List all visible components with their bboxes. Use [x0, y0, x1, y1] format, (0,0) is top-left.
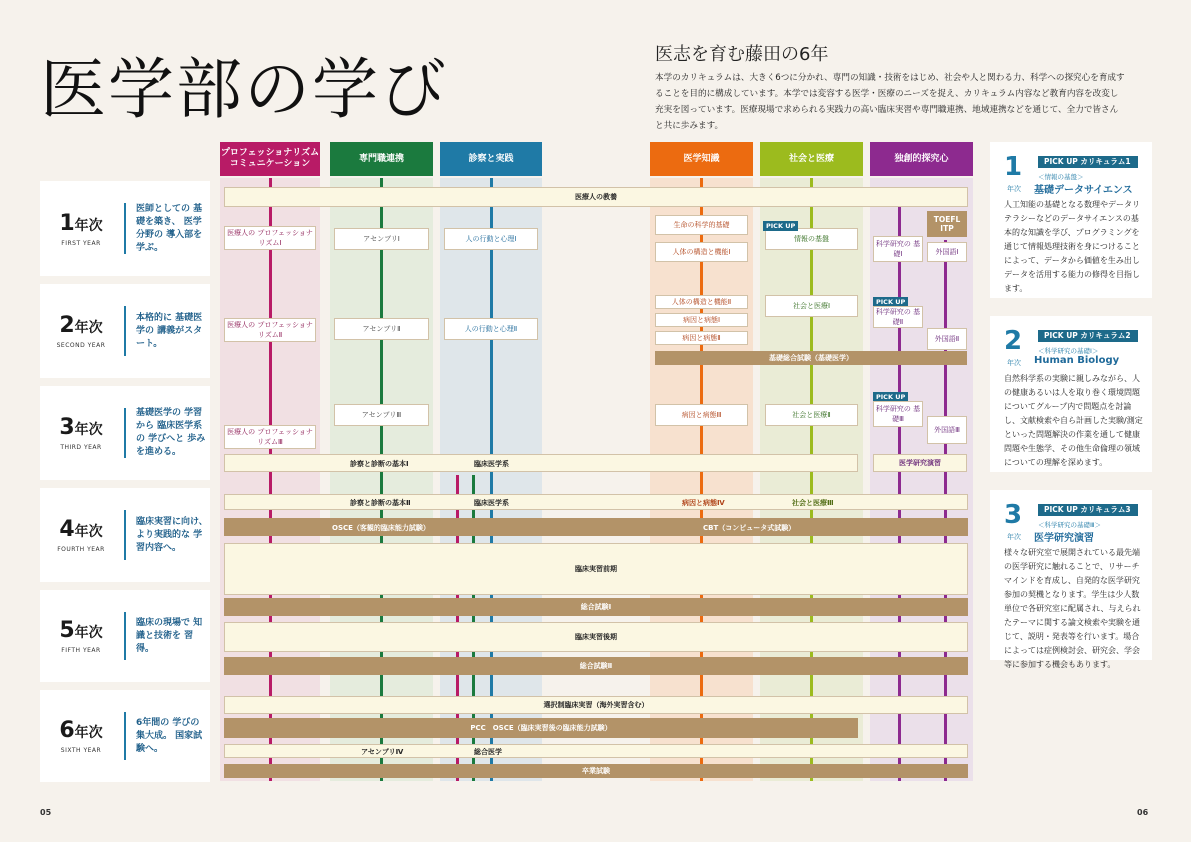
card-tag: PICK UP カリキュラム1 [1038, 156, 1138, 168]
course-language-1: 外国語Ⅰ [927, 242, 967, 262]
card-title: 基礎データサイエンス [1034, 185, 1133, 196]
pickup-badge-2: PICK UP [873, 297, 908, 307]
column-header-research: 独創的探究心 [870, 142, 973, 176]
column-header-medical-knowledge: 医学知識 [650, 142, 753, 176]
page-number-left: 05 [40, 808, 52, 817]
intro-text: 本学のカリキュラムは、大きく6つに分かれ、専門の知識・技術をはじめ、社会や人と関わる力、科学への探究心を育成することを目的に構成しています。本学では変容する医学・医療のニーズを捉え、カリキュラム内容など教育内容を改変し充実を図っています。医療現場で求められる実践力の高い臨床実習や専門職連携、地域連携などを通じて、全力で皆さんと共に歩みます。 [655, 73, 1125, 131]
course-science-research-1: 科学研究の 基礎Ⅰ [873, 236, 923, 262]
course-science-research-2: 科学研究の 基礎Ⅱ [873, 306, 923, 328]
track-line-interprofessional [380, 178, 383, 781]
course-language-3: 外国語Ⅲ [927, 416, 967, 444]
page-title: 医学部の学び [40, 51, 448, 128]
course-clinical-clerkship-late: 臨床実習後期 [224, 622, 968, 652]
track-line-society-medicine [810, 178, 813, 781]
year-row-4: 4年次 FOURTH YEAR 臨床実習に向け、 より実践的な 学習内容へ。 [40, 488, 210, 582]
course-clinical-medicine-1: 臨床医学系 [474, 460, 509, 468]
course-year4-row [224, 494, 968, 510]
column-band-6 [870, 178, 973, 781]
year-row-1: 1年次 FIRST YEAR 医師としての 基礎を築き、 医学分野の 導入部を学ぶ。 [40, 181, 210, 276]
course-year6-row [224, 744, 968, 758]
exam-comprehensive-1: 総合試験Ⅰ [224, 598, 968, 616]
course-pathology-4: 病因と病態Ⅳ [682, 499, 725, 507]
pickup-card-1: 1 年次 PICK UP カリキュラム1 ＜情報の基盤＞ 基礎データサイエンス 人工知能の基礎となる数理やデータリテラシーなどのデータサイエンスの基本的な知識を学び、プログラミングを通じて情報処理技術を身につけることによって、データから価値を生み出しデータを活用する能力の修得を目指します。 [990, 142, 1152, 298]
pickup-badge-3: PICK UP [873, 392, 908, 402]
column-header-professionalism: プロフェッショナリズム コミュニケーション [220, 142, 320, 176]
course-behavior-1: 人の行動と心理Ⅰ [444, 228, 538, 250]
course-toefl-itp: TOEFL ITP [927, 211, 967, 237]
course-general-medicine: 総合医学 [474, 748, 502, 756]
course-elective-clerkship: 選択制臨床実習（海外実習含む） [224, 696, 968, 714]
course-professionalism-1: 医療人の プロフェッショナリズムⅠ [224, 226, 316, 250]
course-information-basics: 情報の基盤 [765, 228, 858, 250]
card-subtitle: ＜情報の基盤＞ [1038, 173, 1084, 181]
track-line-clinical-practice [490, 178, 493, 781]
card-year-number: 1 [1004, 152, 1023, 182]
column-header-society-medicine: 社会と医療 [760, 142, 863, 176]
track-line-professionalism [269, 178, 272, 781]
course-clinical-clerkship-early: 臨床実習前期 [224, 543, 968, 595]
year-english: FIRST YEAR [61, 239, 101, 247]
exam-graduation: 卒業試験 [224, 764, 968, 778]
course-professionalism-2: 医療人の プロフェッショナリズムⅡ [224, 318, 316, 342]
course-diagnosis-1-row [224, 454, 858, 472]
course-pathology-1: 病因と病態Ⅰ [655, 313, 748, 327]
course-anatomy-2: 人体の構造と機能Ⅱ [655, 295, 748, 309]
course-professionalism-3: 医療人の プロフェッショナリズムⅢ [224, 425, 316, 449]
column-header-clinical-practice: 診察と実践 [440, 142, 542, 176]
course-language-2: 外国語Ⅱ [927, 328, 967, 350]
column-header-interprofessional: 専門職連携 [330, 142, 433, 176]
exam-comprehensive-2: 総合試験Ⅱ [224, 657, 968, 675]
course-clinical-medicine-2: 臨床医学系 [474, 499, 509, 507]
exam-pcc-osce: PCC OSCE（臨床実習後の臨床能力試験） [224, 718, 858, 738]
course-behavior-2: 人の行動と心理Ⅱ [444, 318, 538, 340]
course-pathology-3: 病因と病態Ⅲ [655, 404, 748, 426]
track-line-medical-knowledge [700, 178, 703, 781]
course-anatomy-1: 人体の構造と機能Ⅰ [655, 242, 748, 262]
year-row-2: 2年次 SECOND YEAR 本格的に 基礎医学の 講義がスタート。 [40, 284, 210, 378]
course-diagnosis-2: 診察と診断の基本Ⅱ [350, 499, 411, 507]
year-divider [124, 203, 126, 254]
course-assembly-1: アセンブリⅠ [334, 228, 429, 250]
course-diagnosis-1: 診察と診断の基本Ⅰ [350, 460, 409, 468]
card-body: 人工知能の基礎となる数理やデータリテラシーなどのデータサイエンスの基本的な知識を学び、プログラミングを通じて情報処理技術を身につけることによって、データから価値を生み出しデータを活用する能力の修得を目指します。 [1004, 200, 1140, 293]
track-line-research [898, 205, 901, 781]
page-number-right: 06 [1137, 808, 1149, 817]
course-society-1: 社会と医療Ⅰ [765, 295, 858, 317]
course-liberal-arts: 医療人の教養 [224, 187, 968, 207]
course-science-research-3: 科学研究の 基礎Ⅲ [873, 401, 923, 427]
course-assembly-3: アセンブリⅢ [334, 404, 429, 426]
exam-osce: OSCE（客観的臨床能力試験） [332, 524, 430, 532]
pickup-badge-1: PICK UP [763, 221, 798, 231]
year-number: 1 [59, 210, 75, 236]
course-assembly-4: アセンブリⅣ [361, 748, 404, 756]
course-pathology-2: 病因と病態Ⅱ [655, 331, 748, 345]
exam-cbt: CBT（コンピュータ式試験） [703, 524, 796, 532]
course-society-2: 社会と医療Ⅱ [765, 404, 858, 426]
year-row-6: 6年次 SIXTH YEAR 6年間の 学びの集大成。 国家試験へ。 [40, 690, 210, 782]
course-medical-research-seminar: 医学研究演習 [873, 454, 967, 472]
pickup-card-2: 2 年次 PICK UP カリキュラム2 ＜科学研究の基礎Ⅰ＞ Human Biology 自然科学系の実験に親しみながら、人の健康あるいは人を取り巻く環境問題についてグループ内で問題点を討論し、文献検索や自ら計画した実験/測定といった問題解決の作業を通して健康問題や生態学、その他生命倫理の領域についての理解を深めます。 [990, 316, 1152, 472]
year-row-3: 3年次 THIRD YEAR 基礎医学の 学習から 臨床医学系の 学びへと 歩みを進める。 [40, 386, 210, 480]
year-description: 医師としての 基礎を築き、 医学分野の 導入部を学ぶ。 [136, 203, 203, 253]
course-life-science: 生命の科学的基礎 [655, 215, 748, 235]
course-society-3: 社会と医療Ⅲ [792, 499, 834, 507]
course-assembly-2: アセンブリⅡ [334, 318, 429, 340]
course-basic-exam: 基礎総合試験（基礎医学） [655, 351, 967, 365]
year-row-5: 5年次 FIFTH YEAR 臨床の現場で 知識と技術を 習得。 [40, 590, 210, 682]
page-subtitle: 医志を育む藤田の6年 [655, 44, 829, 65]
pickup-card-3: 3 年次 PICK UP カリキュラム3 ＜科学研究の基礎Ⅲ＞ 医学研究演習 様々な研究室で展開されている最先端の医学研究に触れることで、リサーチマインドを育成し、自発的な医学研究参加の契機となります。学生は少人数単位で各研究室に配属され、与えられたテーマに関する論文検索や実験を通じて、説明・発表等を行います。場合によっては症例検討会、研究会、学会等に参加する機会もあります。 [990, 490, 1152, 660]
